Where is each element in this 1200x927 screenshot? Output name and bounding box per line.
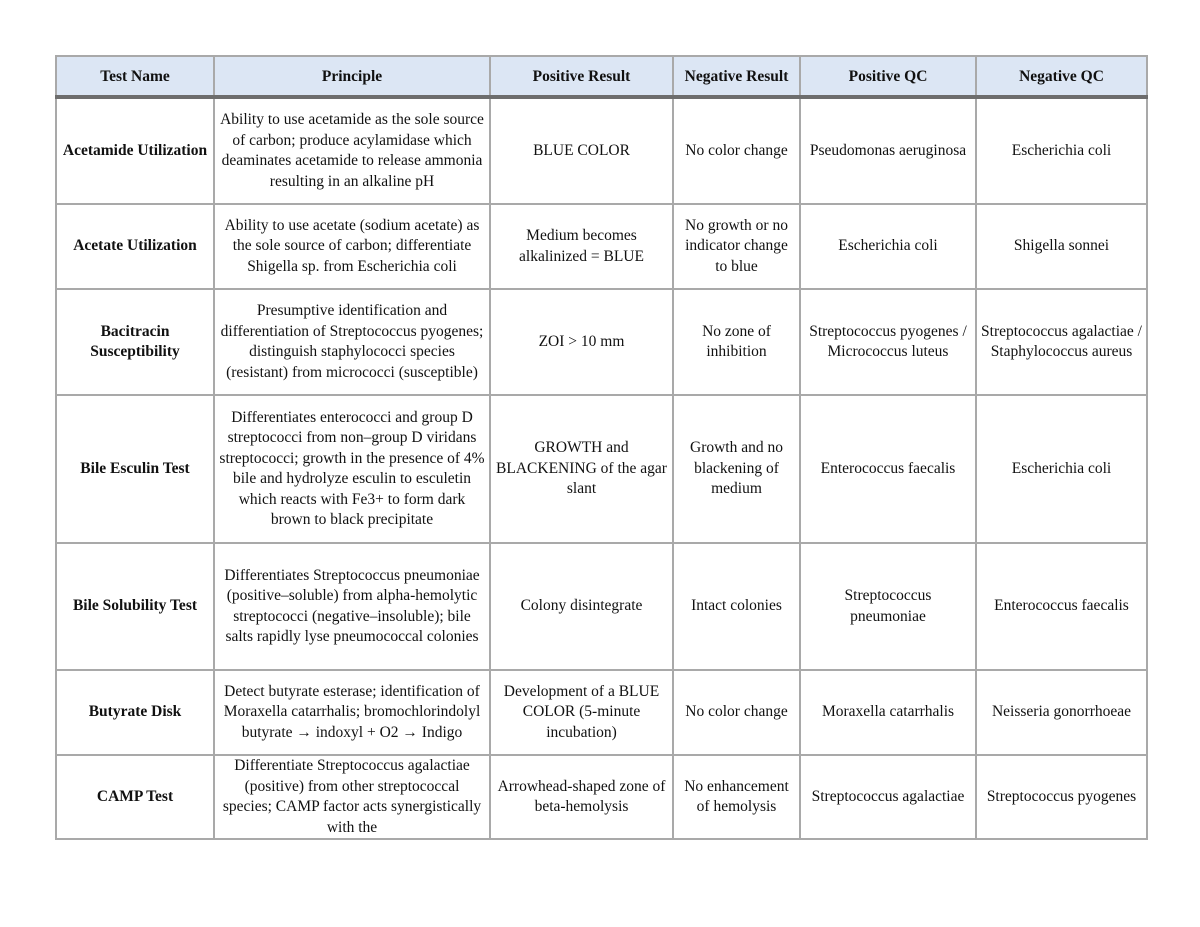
positive-result-cell: ZOI > 10 mm: [490, 289, 673, 395]
test-name-cell: Butyrate Disk: [56, 670, 214, 755]
negative-qc-cell: Neisseria gonorrhoeae: [976, 670, 1147, 755]
positive-result-cell: Arrowhead-shaped zone of beta-hemolysis: [490, 755, 673, 839]
table-row: [56, 755, 1147, 839]
principle-cell: Differentiates enterococci and group D streptococci from non–group D viridans streptococci; growth in the presence of 4% bile and hydrolyze esculin to esculetin which reacts with Fe3+ to form dark brown to black precipitate: [214, 395, 490, 543]
table-row: [56, 204, 1147, 289]
test-name-cell: Bile Esculin Test: [56, 395, 214, 543]
header-row: [56, 56, 1147, 97]
table-row: [56, 97, 1147, 204]
positive-qc-cell: Streptococcus agalactiae: [800, 755, 976, 839]
negative-result-cell: No color change: [673, 97, 800, 204]
header-positive-qc: Positive QC: [800, 56, 976, 97]
positive-qc-cell: Pseudomonas aeruginosa: [800, 97, 976, 204]
table-row: [56, 395, 1147, 543]
principle-cell: Ability to use acetate (sodium acetate) as the sole source of carbon; differentiate Shigella sp. from Escherichia coli: [214, 204, 490, 289]
table-row: [56, 543, 1147, 670]
microbiology-tests-table: [55, 55, 1148, 840]
test-name-cell: Acetate Utilization: [56, 204, 214, 289]
principle-cell: Differentiates Streptococcus pneumoniae (positive–soluble) from alpha-hemolytic streptococci (negative–insoluble); bile salts rapidly lyse pneumococcal colonies: [214, 543, 490, 670]
header-positive-result: Positive Result: [490, 56, 673, 97]
principle-cell: Ability to use acetamide as the sole source of carbon; produce acylamidase which deaminates acetamide to release ammonia resulting in an alkaline pH: [214, 97, 490, 204]
test-name-cell: Bacitracin Susceptibility: [56, 289, 214, 395]
header-negative-result: Negative Result: [673, 56, 800, 97]
negative-result-cell: No zone of inhibition: [673, 289, 800, 395]
negative-result-cell: No enhancement of hemolysis: [673, 755, 800, 839]
positive-qc-cell: Enterococcus faecalis: [800, 395, 976, 543]
negative-qc-cell: Streptococcus pyogenes: [976, 755, 1147, 839]
principle-cell: Presumptive identification and differentiation of Streptococcus pyogenes; distinguish staphylococci species (resistant) from micrococci (susceptible): [214, 289, 490, 395]
positive-qc-cell: Streptococcus pneumoniae: [800, 543, 976, 670]
principle-cell: Detect butyrate esterase; identification of Moraxella catarrhalis; bromochlorindolyl butyrate → indoxyl + O2 → Indigo: [214, 670, 490, 755]
test-name-cell: Bile Solubility Test: [56, 543, 214, 670]
header-negative-qc: Negative QC: [976, 56, 1147, 97]
negative-result-cell: No growth or no indicator change to blue: [673, 204, 800, 289]
positive-result-cell: GROWTH and BLACKENING of the agar slant: [490, 395, 673, 543]
table-body: [56, 97, 1147, 839]
negative-result-cell: No color change: [673, 670, 800, 755]
header-test-name: Test Name: [56, 56, 214, 97]
test-name-cell: CAMP Test: [56, 755, 214, 839]
positive-qc-cell: Streptococcus pyogenes / Micrococcus luteus: [800, 289, 976, 395]
test-name-cell: Acetamide Utilization: [56, 97, 214, 204]
table-row: [56, 670, 1147, 755]
negative-result-cell: Intact colonies: [673, 543, 800, 670]
negative-qc-cell: Escherichia coli: [976, 395, 1147, 543]
positive-qc-cell: Escherichia coli: [800, 204, 976, 289]
positive-qc-cell: Moraxella catarrhalis: [800, 670, 976, 755]
negative-qc-cell: Shigella sonnei: [976, 204, 1147, 289]
negative-qc-cell: Enterococcus faecalis: [976, 543, 1147, 670]
positive-result-cell: Colony disintegrate: [490, 543, 673, 670]
principle-cell: Differentiate Streptococcus agalactiae (positive) from other streptococcal species; CAMP factor acts synergistically with the: [214, 755, 490, 839]
negative-result-cell: Growth and no blackening of medium: [673, 395, 800, 543]
positive-result-cell: Development of a BLUE COLOR (5-minute incubation): [490, 670, 673, 755]
positive-result-cell: BLUE COLOR: [490, 97, 673, 204]
negative-qc-cell: Streptococcus agalactiae / Staphylococcus aureus: [976, 289, 1147, 395]
negative-qc-cell: Escherichia coli: [976, 97, 1147, 204]
header-principle: Principle: [214, 56, 490, 97]
table-header: [56, 56, 1147, 97]
table-row: [56, 289, 1147, 395]
positive-result-cell: Medium becomes alkalinized = BLUE: [490, 204, 673, 289]
